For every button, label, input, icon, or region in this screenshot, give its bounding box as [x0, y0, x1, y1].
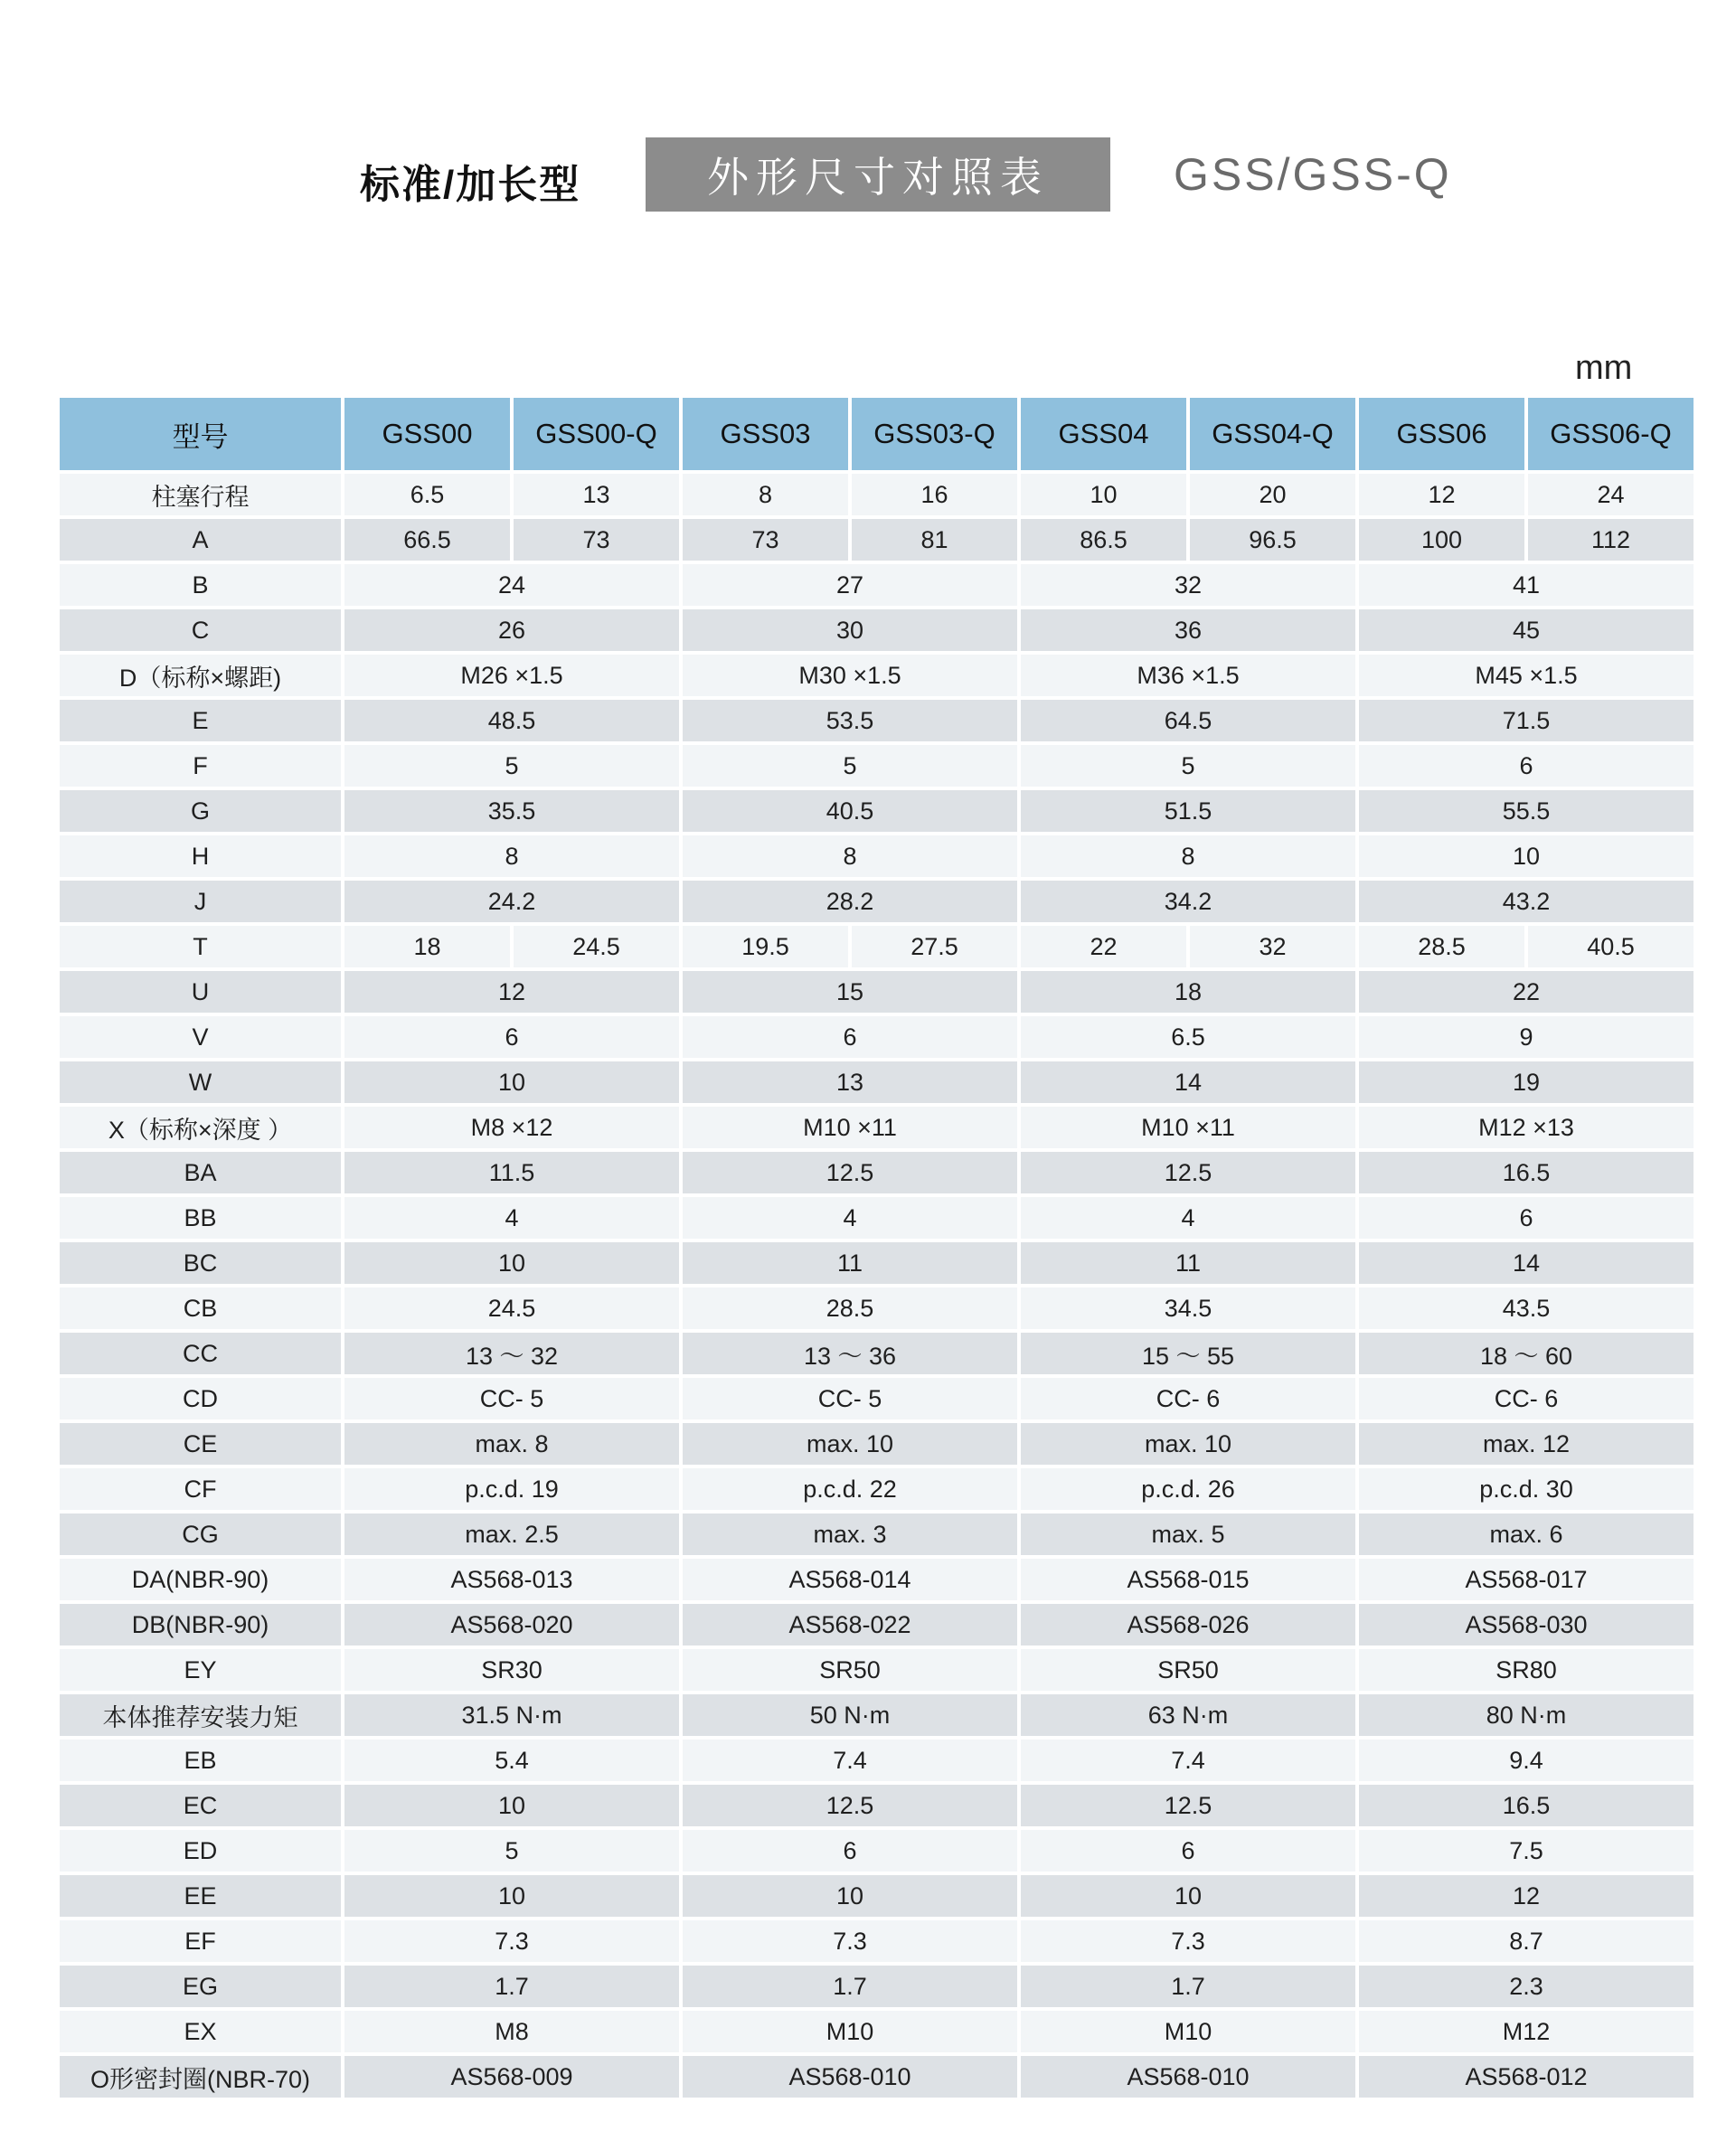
value-cell: AS568-020 [344, 1604, 679, 1646]
row-label: EB [60, 1740, 341, 1781]
page-title-box [646, 137, 1110, 212]
table-row [60, 1423, 1694, 1465]
value-cell: 5 [344, 745, 679, 787]
value-cell: 11.5 [344, 1152, 679, 1193]
value-cell: 73 [683, 519, 848, 561]
value-cell: AS568-012 [1359, 2056, 1694, 2098]
row-label: 本体推荐安装力矩 [60, 1694, 341, 1736]
table-row [60, 1830, 1694, 1872]
value-cell: M8 ×12 [344, 1107, 679, 1148]
row-label: EX [60, 2011, 341, 2052]
row-label: DB(NBR-90) [60, 1604, 341, 1646]
value-cell: 18 [1021, 971, 1355, 1013]
column-header: GSS06 [1359, 398, 1524, 470]
row-label: CB [60, 1287, 341, 1329]
value-cell: max. 10 [1021, 1423, 1355, 1465]
column-header: GSS04-Q [1190, 398, 1355, 470]
value-cell: 5.4 [344, 1740, 679, 1781]
value-cell: 86.5 [1021, 519, 1186, 561]
value-cell: 6 [683, 1016, 1017, 1058]
row-label: X（标称×深度 ） [60, 1107, 341, 1148]
value-cell: 12.5 [683, 1785, 1017, 1826]
value-cell: max. 10 [683, 1423, 1017, 1465]
value-cell: 48.5 [344, 700, 679, 741]
value-cell: 19 [1359, 1061, 1694, 1103]
value-cell: 12.5 [1021, 1152, 1355, 1193]
value-cell: M36 ×1.5 [1021, 655, 1355, 696]
value-cell: 55.5 [1359, 790, 1694, 832]
column-header: GSS03-Q [852, 398, 1017, 470]
row-label: EF [60, 1920, 341, 1962]
value-cell: 12.5 [1021, 1785, 1355, 1826]
table-row [60, 700, 1694, 741]
row-label: T [60, 926, 341, 967]
value-cell: 5 [1021, 745, 1355, 787]
value-cell: 27.5 [852, 926, 1017, 967]
value-cell: 19.5 [683, 926, 848, 967]
table-row [60, 2056, 1694, 2098]
value-cell: 7.3 [344, 1920, 679, 1962]
unit-label: mm [1575, 349, 1633, 387]
value-cell: max. 8 [344, 1423, 679, 1465]
page-subtitle-type: 标准/加长型 [360, 163, 581, 207]
table-row [60, 1468, 1694, 1510]
value-cell: 6 [1021, 1830, 1355, 1872]
row-label: H [60, 835, 341, 877]
table-row [60, 2011, 1694, 2052]
value-cell: 40.5 [683, 790, 1017, 832]
value-cell: 64.5 [1021, 700, 1355, 741]
table-row [60, 1378, 1694, 1419]
table-row [60, 1694, 1694, 1736]
row-label: C [60, 609, 341, 651]
value-cell: 51.5 [1021, 790, 1355, 832]
value-cell: AS568-014 [683, 1559, 1017, 1600]
table-row [60, 655, 1694, 696]
value-cell: SR50 [683, 1649, 1017, 1691]
row-label: B [60, 564, 341, 606]
table-row [60, 1513, 1694, 1555]
value-cell: 13 [683, 1061, 1017, 1103]
value-cell: SR80 [1359, 1649, 1694, 1691]
row-label: G [60, 790, 341, 832]
value-cell: 6 [344, 1016, 679, 1058]
value-cell: 73 [514, 519, 679, 561]
value-cell: 6.5 [1021, 1016, 1355, 1058]
row-label: EC [60, 1785, 341, 1826]
value-cell: 32 [1190, 926, 1355, 967]
value-cell: 112 [1528, 519, 1694, 561]
value-cell: 8 [1021, 835, 1355, 877]
value-cell: AS568-010 [1021, 2056, 1355, 2098]
value-cell: 34.5 [1021, 1287, 1355, 1329]
value-cell: 12 [344, 971, 679, 1013]
value-cell: AS568-017 [1359, 1559, 1694, 1600]
value-cell: 1.7 [344, 1966, 679, 2007]
column-header: GSS03 [683, 398, 848, 470]
value-cell: AS568-022 [683, 1604, 1017, 1646]
value-cell: 4 [344, 1197, 679, 1239]
row-label: EY [60, 1649, 341, 1691]
value-cell: SR50 [1021, 1649, 1355, 1691]
value-cell: M30 ×1.5 [683, 655, 1017, 696]
value-cell: 8 [344, 835, 679, 877]
value-cell: 41 [1359, 564, 1694, 606]
value-cell: AS568-015 [1021, 1559, 1355, 1600]
value-cell: 14 [1359, 1242, 1694, 1284]
table-row [60, 1016, 1694, 1058]
row-label: 柱塞行程 [60, 474, 341, 515]
model-series-title: GSS/GSS-Q [1174, 149, 1452, 200]
value-cell: p.c.d. 19 [344, 1468, 679, 1510]
value-cell: 16 [852, 474, 1017, 515]
value-cell: 32 [1021, 564, 1355, 606]
table-row [60, 519, 1694, 561]
value-cell: 11 [1021, 1242, 1355, 1284]
row-label: J [60, 881, 341, 922]
value-cell: 15 [683, 971, 1017, 1013]
value-cell: 28.2 [683, 881, 1017, 922]
row-label: E [60, 700, 341, 741]
value-cell: 36 [1021, 609, 1355, 651]
row-label: ED [60, 1830, 341, 1872]
value-cell: 10 [1021, 1875, 1355, 1917]
spec-table [60, 398, 1694, 2098]
row-label: A [60, 519, 341, 561]
value-cell: 8 [683, 835, 1017, 877]
row-label: EG [60, 1966, 341, 2007]
value-cell: 10 [344, 1875, 679, 1917]
value-cell: 9.4 [1359, 1740, 1694, 1781]
value-cell: 28.5 [683, 1287, 1017, 1329]
row-label: CF [60, 1468, 341, 1510]
value-cell: AS568-013 [344, 1559, 679, 1600]
value-cell: 13 ～ 32 [344, 1333, 679, 1374]
table-header-row [60, 398, 1694, 470]
table-row [60, 1287, 1694, 1329]
table-row [60, 1333, 1694, 1374]
table-row [60, 745, 1694, 787]
value-cell: 1.7 [1021, 1966, 1355, 2007]
value-cell: M10 ×11 [1021, 1107, 1355, 1148]
column-header: GSS00 [344, 398, 510, 470]
value-cell: p.c.d. 30 [1359, 1468, 1694, 1510]
value-cell: 50 N·m [683, 1694, 1017, 1736]
value-cell: 45 [1359, 609, 1694, 651]
value-cell: 24 [1528, 474, 1694, 515]
page-title: 外形尺寸对照表 [707, 154, 1049, 201]
value-cell: 7.3 [683, 1920, 1017, 1962]
value-cell: 6 [1359, 745, 1694, 787]
value-cell: 10 [1021, 474, 1186, 515]
value-cell: 9 [1359, 1016, 1694, 1058]
value-cell: 34.2 [1021, 881, 1355, 922]
value-cell: AS568-026 [1021, 1604, 1355, 1646]
value-cell: 81 [852, 519, 1017, 561]
value-cell: 27 [683, 564, 1017, 606]
value-cell: 80 N·m [1359, 1694, 1694, 1736]
row-label: CG [60, 1513, 341, 1555]
value-cell: 31.5 N·m [344, 1694, 679, 1736]
value-cell: 10 [683, 1875, 1017, 1917]
table-row [60, 926, 1694, 967]
value-cell: 7.4 [1021, 1740, 1355, 1781]
row-label: U [60, 971, 341, 1013]
value-cell: M45 ×1.5 [1359, 655, 1694, 696]
row-label: BC [60, 1242, 341, 1284]
value-cell: 66.5 [344, 519, 510, 561]
value-cell: 16.5 [1359, 1785, 1694, 1826]
value-cell: 100 [1359, 519, 1524, 561]
value-cell: 10 [344, 1785, 679, 1826]
value-cell: 12 [1359, 474, 1524, 515]
value-cell: SR30 [344, 1649, 679, 1691]
row-label: CC [60, 1333, 341, 1374]
table-row [60, 1242, 1694, 1284]
value-cell: 12.5 [683, 1152, 1017, 1193]
value-cell: AS568-030 [1359, 1604, 1694, 1646]
value-cell: 20 [1190, 474, 1355, 515]
value-cell: 1.7 [683, 1966, 1017, 2007]
table-row [60, 1966, 1694, 2007]
value-cell: max. 2.5 [344, 1513, 679, 1555]
value-cell: M26 ×1.5 [344, 655, 679, 696]
value-cell: 22 [1021, 926, 1186, 967]
value-cell: 96.5 [1190, 519, 1355, 561]
value-cell: 5 [344, 1830, 679, 1872]
value-cell: 15 ～ 55 [1021, 1333, 1355, 1374]
value-cell: 6.5 [344, 474, 510, 515]
value-cell: 22 [1359, 971, 1694, 1013]
column-header: GSS00-Q [514, 398, 679, 470]
value-cell: 28.5 [1359, 926, 1524, 967]
row-label: EE [60, 1875, 341, 1917]
value-cell: 4 [1021, 1197, 1355, 1239]
table-row [60, 1875, 1694, 1917]
column-header: GSS06-Q [1528, 398, 1694, 470]
value-cell: p.c.d. 22 [683, 1468, 1017, 1510]
value-cell: 35.5 [344, 790, 679, 832]
value-cell: 24.2 [344, 881, 679, 922]
value-cell: p.c.d. 26 [1021, 1468, 1355, 1510]
table-row [60, 1604, 1694, 1646]
column-header: GSS04 [1021, 398, 1186, 470]
table-row [60, 790, 1694, 832]
table-row [60, 1061, 1694, 1103]
value-cell: CC- 6 [1021, 1378, 1355, 1419]
value-cell: M8 [344, 2011, 679, 2052]
value-cell: 8 [683, 474, 848, 515]
value-cell: 10 [1359, 835, 1694, 877]
value-cell: 10 [344, 1061, 679, 1103]
row-label: D（标称×螺距) [60, 655, 341, 696]
value-cell: 18 ～ 60 [1359, 1333, 1694, 1374]
table-row [60, 1785, 1694, 1826]
value-cell: AS568-009 [344, 2056, 679, 2098]
value-cell: M12 ×13 [1359, 1107, 1694, 1148]
row-label: W [60, 1061, 341, 1103]
row-label: DA(NBR-90) [60, 1559, 341, 1600]
table-row [60, 1920, 1694, 1962]
table-row [60, 1740, 1694, 1781]
value-cell: 7.5 [1359, 1830, 1694, 1872]
value-cell: M10 [1021, 2011, 1355, 2052]
table-row [60, 1559, 1694, 1600]
row-label: CE [60, 1423, 341, 1465]
column-header-model: 型号 [60, 398, 341, 470]
value-cell: 43.5 [1359, 1287, 1694, 1329]
value-cell: CC- 5 [344, 1378, 679, 1419]
value-cell: 40.5 [1528, 926, 1694, 967]
value-cell: 5 [683, 745, 1017, 787]
value-cell: max. 3 [683, 1513, 1017, 1555]
value-cell: 14 [1021, 1061, 1355, 1103]
value-cell: 4 [683, 1197, 1017, 1239]
table-row [60, 1197, 1694, 1239]
value-cell: 7.4 [683, 1740, 1017, 1781]
row-label: BB [60, 1197, 341, 1239]
table-row [60, 474, 1694, 515]
table-row [60, 835, 1694, 877]
value-cell: 43.2 [1359, 881, 1694, 922]
value-cell: 24.5 [514, 926, 679, 967]
value-cell: M12 [1359, 2011, 1694, 2052]
row-label: F [60, 745, 341, 787]
value-cell: 7.3 [1021, 1920, 1355, 1962]
value-cell: CC- 5 [683, 1378, 1017, 1419]
value-cell: 24 [344, 564, 679, 606]
value-cell: 8.7 [1359, 1920, 1694, 1962]
value-cell: max. 5 [1021, 1513, 1355, 1555]
value-cell: 26 [344, 609, 679, 651]
value-cell: 13 [514, 474, 679, 515]
value-cell: M10 [683, 2011, 1017, 2052]
value-cell: 53.5 [683, 700, 1017, 741]
table-row [60, 564, 1694, 606]
value-cell: 10 [344, 1242, 679, 1284]
value-cell: 12 [1359, 1875, 1694, 1917]
value-cell: 11 [683, 1242, 1017, 1284]
value-cell: CC- 6 [1359, 1378, 1694, 1419]
table-row [60, 1152, 1694, 1193]
value-cell: max. 12 [1359, 1423, 1694, 1465]
row-label: V [60, 1016, 341, 1058]
value-cell: 6 [1359, 1197, 1694, 1239]
table-row [60, 609, 1694, 651]
value-cell: 6 [683, 1830, 1017, 1872]
table-row [60, 881, 1694, 922]
value-cell: 2.3 [1359, 1966, 1694, 2007]
value-cell: 18 [344, 926, 510, 967]
value-cell: M10 ×11 [683, 1107, 1017, 1148]
value-cell: 24.5 [344, 1287, 679, 1329]
table-row [60, 971, 1694, 1013]
value-cell: 63 N·m [1021, 1694, 1355, 1736]
table-row [60, 1107, 1694, 1148]
row-label: CD [60, 1378, 341, 1419]
value-cell: 16.5 [1359, 1152, 1694, 1193]
row-label: BA [60, 1152, 341, 1193]
value-cell: 13 ～ 36 [683, 1333, 1017, 1374]
value-cell: max. 6 [1359, 1513, 1694, 1555]
table-row [60, 1649, 1694, 1691]
value-cell: 71.5 [1359, 700, 1694, 741]
value-cell: AS568-010 [683, 2056, 1017, 2098]
row-label: O形密封圈(NBR-70) [60, 2056, 341, 2098]
value-cell: 30 [683, 609, 1017, 651]
